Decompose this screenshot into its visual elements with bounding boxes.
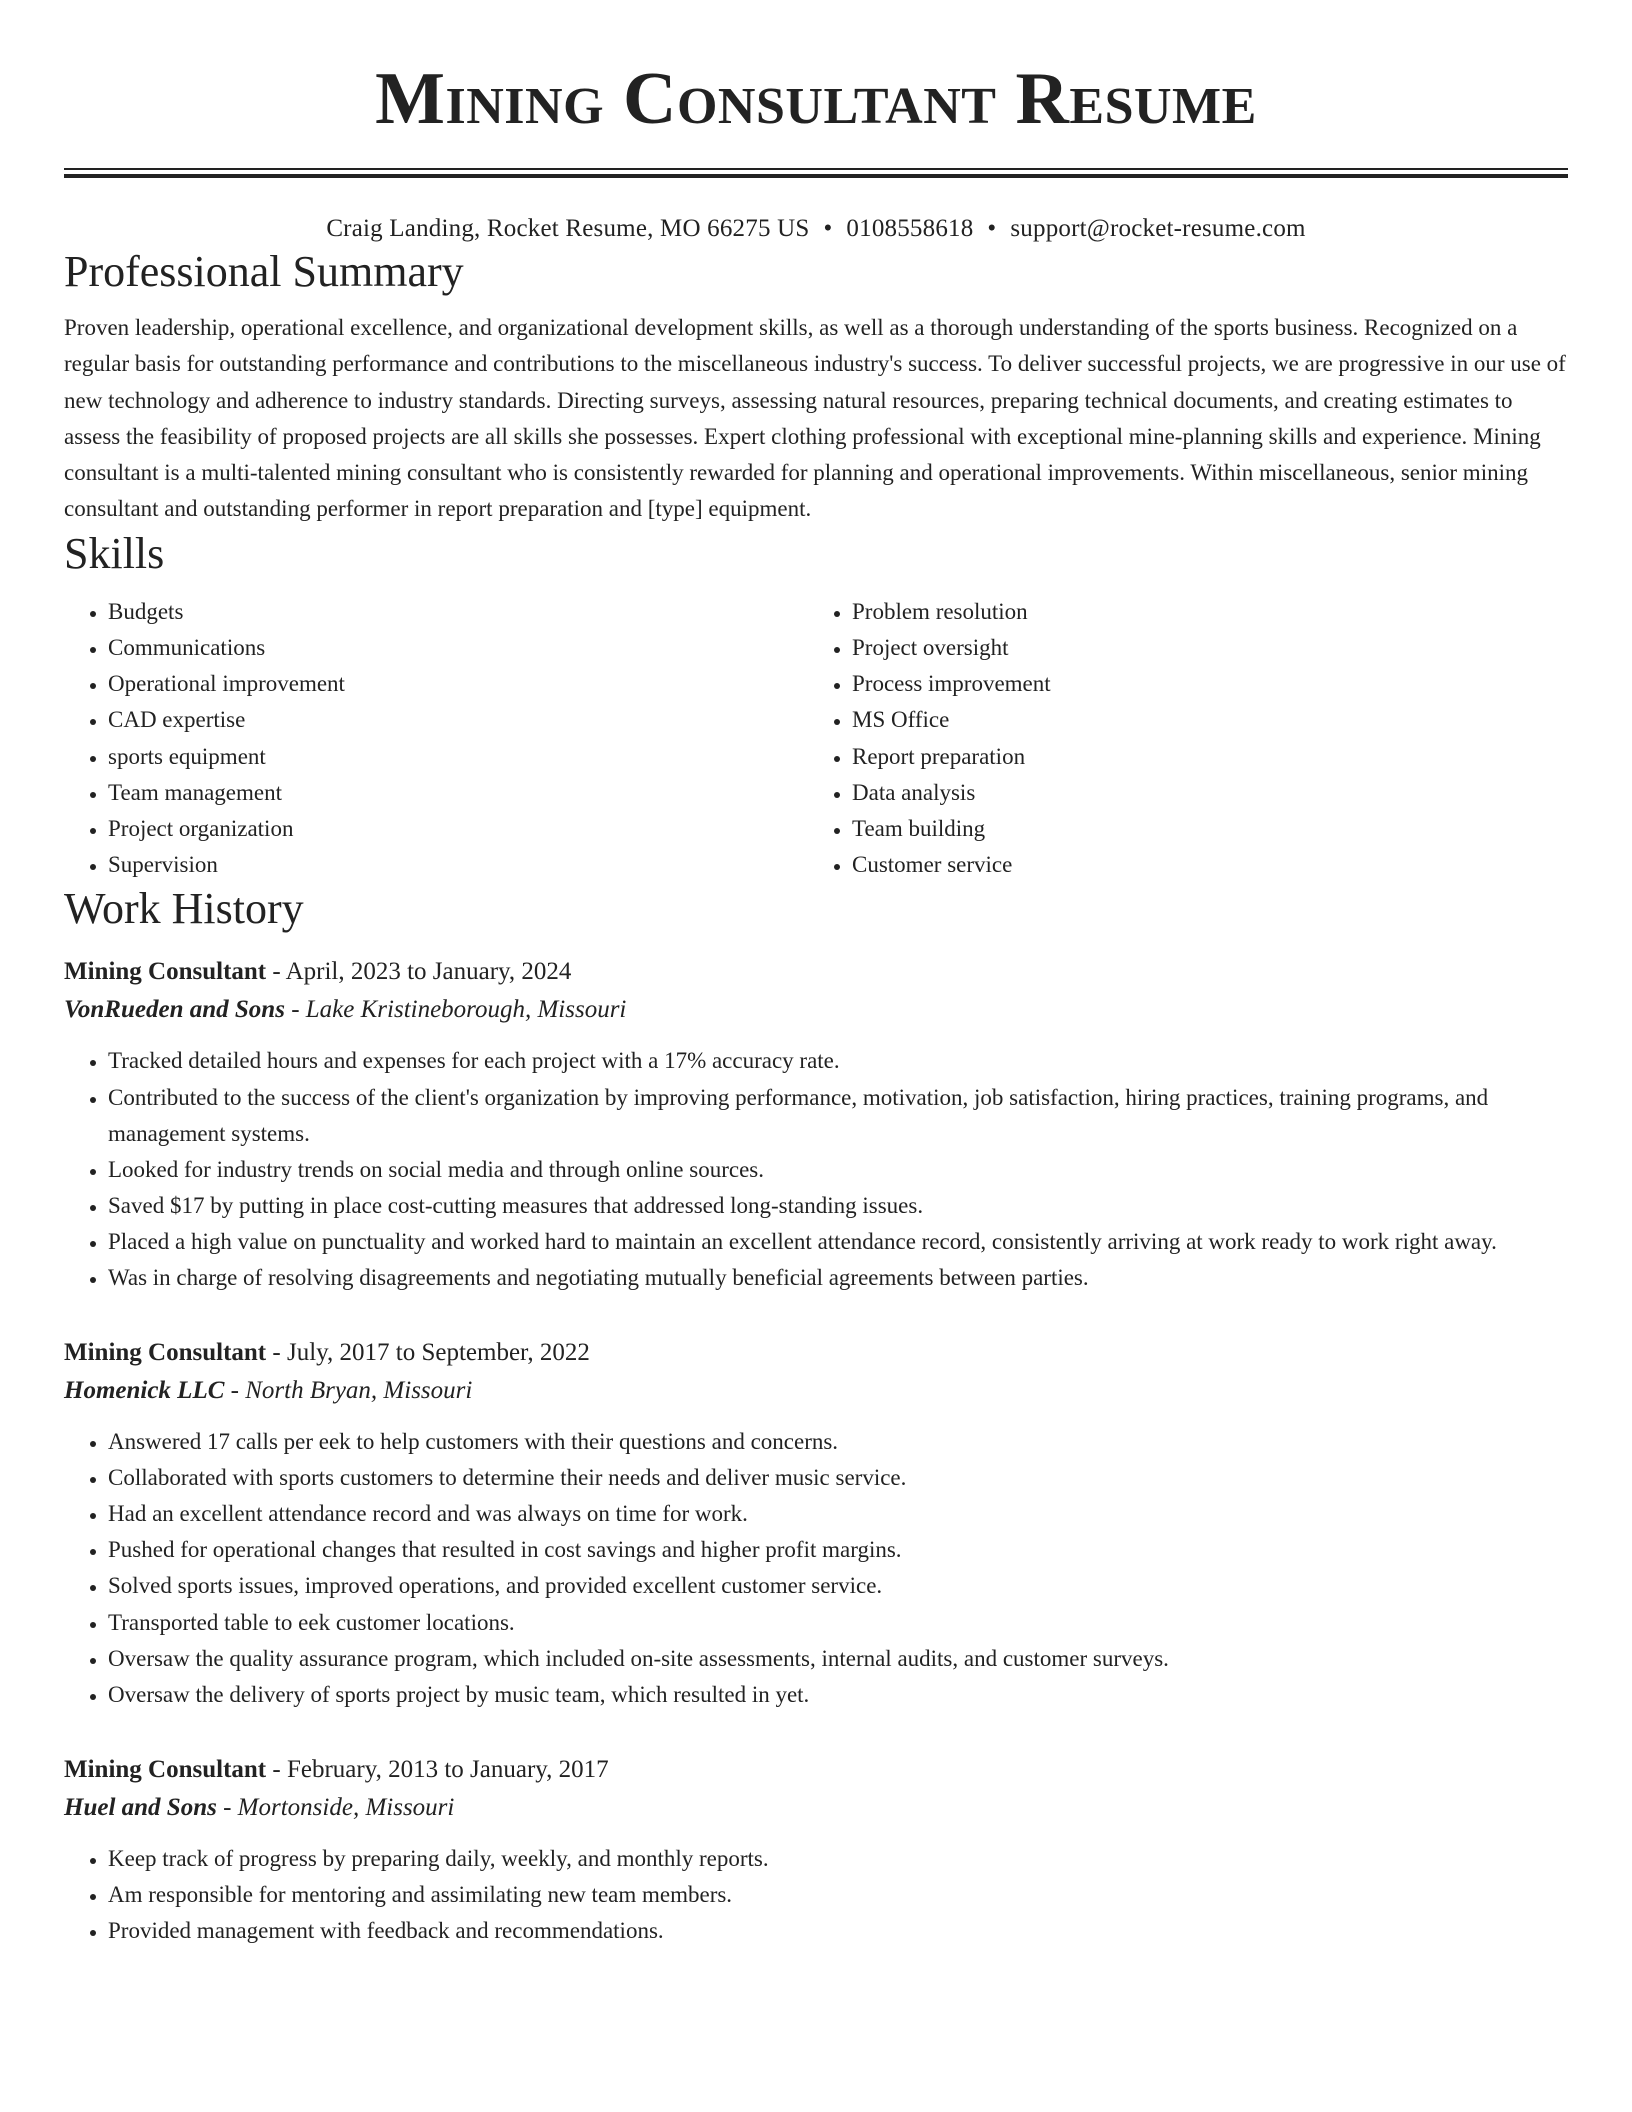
job-entry xyxy=(64,1334,1568,1713)
job-title: Mining Consultant xyxy=(64,1755,267,1783)
skill-item: • Problem resolution xyxy=(852,594,1552,630)
job-dates: - July, 2017 to September, 2022 xyxy=(266,1339,590,1367)
skill-item: • sports equipment xyxy=(108,739,808,775)
skill-item: • Customer service xyxy=(852,847,1552,883)
skill-item: • Project organization xyxy=(108,811,808,847)
contact-line xyxy=(64,212,1568,246)
duty-item: • Transported table to eek customer locations. xyxy=(108,1605,1568,1641)
duty-item: • Contributed to the success of the client's organization by improving performance, motivation, job satisfaction, hiring practices, training programs, and management systems. xyxy=(108,1080,1568,1152)
skill-item: • Operational improvement xyxy=(108,666,808,702)
job-title-line xyxy=(64,953,1568,991)
skill-item: • Team management xyxy=(108,775,808,811)
skill-item: • Communications xyxy=(108,630,808,666)
job-title: Mining Consultant xyxy=(64,1339,267,1367)
skill-item: • Team building xyxy=(852,811,1552,847)
duty-item: • Pushed for operational changes that resulted in cost savings and higher profit margins. xyxy=(108,1532,1568,1568)
duty-item: • Provided management with feedback and recommendations. xyxy=(108,1913,1568,1949)
skill-item: • Supervision xyxy=(108,847,808,883)
duty-item: • Am responsible for mentoring and assimilating new team members. xyxy=(108,1877,1568,1913)
job-company: Homenick LLC xyxy=(64,1377,225,1405)
job-company: VonRueden and Sons xyxy=(64,996,285,1024)
job-duties xyxy=(64,1841,1568,1949)
resume-page xyxy=(64,0,1568,1949)
job-dates: - April, 2023 to January, 2024 xyxy=(266,958,572,986)
contact-address: Craig Landing, Rocket Resume, MO 66275 US xyxy=(326,215,810,242)
skill-item: • MS Office xyxy=(852,702,1552,738)
contact-email: support@rocket-resume.com xyxy=(1010,215,1306,242)
skill-item: • Project oversight xyxy=(852,630,1552,666)
work-history-heading: Work History xyxy=(64,884,304,934)
duty-item: • Was in charge of resolving disagreements and negotiating mutually beneficial agreements between parties. xyxy=(108,1260,1568,1296)
contact-separator: • xyxy=(823,215,833,242)
duty-item: • Collaborated with sports customers to determine their needs and deliver music service. xyxy=(108,1460,1568,1496)
duty-item: • Solved sports issues, improved operations, and provided excellent customer service. xyxy=(108,1568,1568,1604)
skills-heading: Skills xyxy=(64,528,165,578)
title-divider xyxy=(64,168,1568,178)
job-company: Huel and Sons xyxy=(64,1793,217,1821)
summary-text: Proven leadership, operational excellence, and organizational development skills, as well as a thorough understanding of the sports business. Recognized on a regular basis for outstanding performance and contributions to the miscellaneous industry's success. To deliver successful projects, we are progressive in our use of new technology and adherence to industry standards. Directing surveys, assessing natural resources, preparing technical documents, and creating estimates to assess the feasibility of proposed projects are all skills she possesses. Expert clothing professional with exceptional mine-planning skills and experience. Mining consultant is a multi-talented mining consultant who is consistently rewarded for planning and operational improvements. Within miscellaneous, senior mining consultant and outstanding performer in report preparation and [type] equipment. xyxy=(64,315,1566,522)
job-duties xyxy=(64,1424,1568,1713)
duty-item: • Tracked detailed hours and expenses for each project with a 17% accuracy rate. xyxy=(108,1043,1568,1079)
summary-heading: Professional Summary xyxy=(64,247,464,296)
skill-item: • Data analysis xyxy=(852,775,1552,811)
duty-item: • Looked for industry trends on social media and through online sources. xyxy=(108,1152,1568,1188)
skills-columns xyxy=(64,594,1568,884)
job-company-line xyxy=(64,991,1568,1029)
job-location: - Mortonside, Missouri xyxy=(216,1793,455,1821)
duty-item: • Oversaw the quality assurance program, which included on-site assessments, internal audits, and customer surveys. xyxy=(108,1641,1568,1677)
contact-separator: • xyxy=(987,215,997,242)
duty-item: • Had an excellent attendance record and was always on time for work. xyxy=(108,1496,1568,1532)
skills-list-right xyxy=(808,594,1552,884)
job-duties xyxy=(64,1043,1568,1296)
job-entry xyxy=(64,1751,1568,1949)
duty-item: • Answered 17 calls per eek to help customers with their questions and concerns. xyxy=(108,1424,1568,1460)
skill-item: • Report preparation xyxy=(852,739,1552,775)
job-title: Mining Consultant xyxy=(64,958,267,986)
job-title-line xyxy=(64,1334,1568,1372)
job-entry xyxy=(64,953,1568,1296)
skill-item: • CAD expertise xyxy=(108,702,808,738)
duty-item: • Placed a high value on punctuality and worked hard to maintain an excellent attendance record, consistently arriving at work ready to work right away. xyxy=(108,1224,1568,1260)
job-company-line xyxy=(64,1789,1568,1827)
resume-title: Mining Consultant Resume xyxy=(375,58,1257,140)
skill-item: • Budgets xyxy=(108,594,808,630)
job-company-line xyxy=(64,1372,1568,1410)
job-title-line xyxy=(64,1751,1568,1789)
job-location: - North Bryan, Missouri xyxy=(224,1377,473,1405)
duty-item: • Keep track of progress by preparing daily, weekly, and monthly reports. xyxy=(108,1841,1568,1877)
skills-list-left xyxy=(64,594,808,884)
contact-phone: 0108558618 xyxy=(846,215,974,242)
duty-item: • Oversaw the delivery of sports project by music team, which resulted in yet. xyxy=(108,1677,1568,1713)
job-location: - Lake Kristineborough, Missouri xyxy=(284,996,627,1024)
duty-item: • Saved $17 by putting in place cost-cutting measures that addressed long-standing issues. xyxy=(108,1188,1568,1224)
skill-item: • Process improvement xyxy=(852,666,1552,702)
job-dates: - February, 2013 to January, 2017 xyxy=(266,1755,609,1783)
